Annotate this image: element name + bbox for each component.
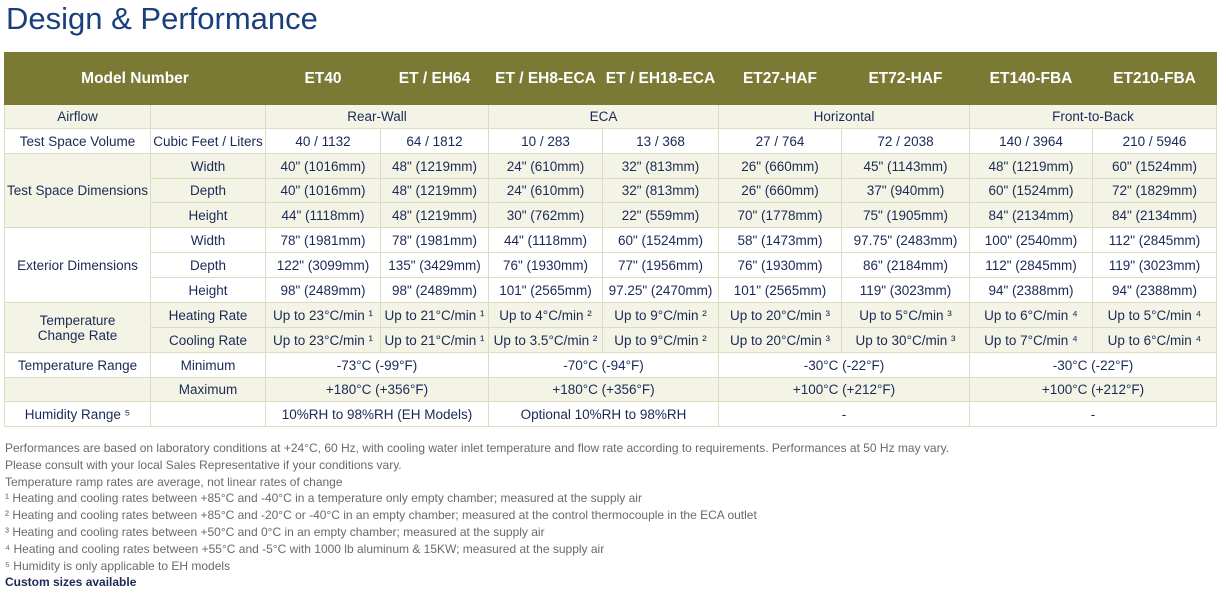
table-cell: Up to 9°C/min ²: [603, 303, 719, 328]
table-cell: +180°C (+356°F): [266, 378, 489, 402]
table-cell: 24" (610mm): [489, 179, 603, 203]
table-cell: 112" (2845mm): [1093, 228, 1217, 253]
note-line: ² Heating and cooling rates between +85°C and -20°C or -40°C in an empty chamber; measured at the control thermocouple in the ECA outlet: [5, 508, 757, 523]
table-cell: 94" (2388mm): [970, 278, 1093, 303]
ext-depth-row: [5, 253, 1217, 278]
table-cell: Horizontal: [719, 105, 970, 129]
table-cell: Up to 23°C/min ¹: [266, 303, 381, 328]
table-cell: 60" (1524mm): [1093, 154, 1217, 179]
table-cell: Up to 21°C/min ¹: [381, 328, 489, 353]
table-cell: 10%RH to 98%RH (EH Models): [266, 402, 489, 427]
table-cell: 44" (1118mm): [489, 228, 603, 253]
table-cell: Up to 30°C/min ³: [842, 328, 970, 353]
table-cell: Up to 4°C/min ²: [489, 303, 603, 328]
heating-rate-row: [5, 303, 1217, 328]
humidity-row: [5, 402, 1217, 427]
table-cell: 70" (1778mm): [719, 203, 842, 228]
volume-row: [5, 129, 1217, 154]
row-sublabel: Depth: [151, 179, 266, 203]
table-cell: 101" (2565mm): [719, 278, 842, 303]
note-line: ¹ Heating and cooling rates between +85°C and -40°C in a temperature only empty chamber; measured at the supply air: [5, 491, 642, 506]
table-cell: 60" (1524mm): [603, 228, 719, 253]
table-cell: 122" (3099mm): [266, 253, 381, 278]
row-label-line: Temperature: [39, 312, 116, 328]
model-header: ET40: [266, 53, 381, 105]
table-cell: 97.25" (2470mm): [603, 278, 719, 303]
table-cell: 72" (1829mm): [1093, 179, 1217, 203]
table-cell: 48" (1219mm): [381, 154, 489, 179]
table-cell: 10 / 283: [489, 129, 603, 154]
table-cell: Up to 6°C/min ⁴: [1093, 328, 1217, 353]
row-label: Test Space Volume: [5, 129, 151, 154]
table-cell: 75" (1905mm): [842, 203, 970, 228]
table-cell: 60" (1524mm): [970, 179, 1093, 203]
table-cell: 30" (762mm): [489, 203, 603, 228]
table-cell: 78" (1981mm): [381, 228, 489, 253]
table-cell: 22" (559mm): [603, 203, 719, 228]
model-number-header: Model Number: [5, 53, 266, 105]
table-cell: 100" (2540mm): [970, 228, 1093, 253]
table-cell: -30°C (-22°F): [970, 353, 1217, 378]
table-cell: -70°C (-94°F): [489, 353, 719, 378]
note-line: Please consult with your local Sales Representative if your conditions vary.: [5, 457, 402, 472]
table-cell: 72 / 2038: [842, 129, 970, 154]
footnotes: [5, 440, 949, 591]
table-cell: 210 / 5946: [1093, 129, 1217, 154]
model-header: ET27-HAF: [719, 53, 842, 105]
table-cell: 40 / 1132: [266, 129, 381, 154]
table-cell: 84" (2134mm): [970, 203, 1093, 228]
table-cell: 13 / 368: [603, 129, 719, 154]
test-width-row: [5, 154, 1217, 179]
table-cell: 64 / 1812: [381, 129, 489, 154]
empty-cell: [5, 378, 151, 402]
row-label: [5, 303, 151, 353]
row-label: Humidity Range ⁵: [5, 402, 151, 427]
row-label: Airflow: [5, 105, 151, 129]
table-cell: 32" (813mm): [603, 179, 719, 203]
table-cell: 77" (1956mm): [603, 253, 719, 278]
table-cell: Up to 21°C/min ¹: [381, 303, 489, 328]
table-cell: 84" (2134mm): [1093, 203, 1217, 228]
table-cell: 48" (1219mm): [381, 203, 489, 228]
note-line: Performances are based on laboratory conditions at +24°C, 60 Hz, with cooling water inlet temperature and flow rate according to requirements. Performances at 50 Hz may vary.: [5, 441, 950, 455]
empty-cell: [151, 402, 266, 427]
temp-max-row: [5, 378, 1217, 402]
ext-width-row: [5, 228, 1217, 253]
table-cell: -73°C (-99°F): [266, 353, 489, 378]
airflow-row: [5, 105, 1217, 129]
note-line: ³ Heating and cooling rates between +50°C and 0°C in an empty chamber; measured at the supply air: [5, 524, 545, 539]
table-cell: 40" (1016mm): [266, 179, 381, 203]
table-cell: Up to 5°C/min ³: [842, 303, 970, 328]
row-label: Temperature Range: [5, 353, 151, 378]
model-header: ET / EH18-ECA: [603, 53, 719, 105]
model-header: ET72-HAF: [842, 53, 970, 105]
model-header: ET / EH8-ECA: [489, 53, 603, 105]
table-cell: 45" (1143mm): [842, 154, 970, 179]
table-cell: Up to 3.5°C/min ²: [489, 328, 603, 353]
table-cell: -: [719, 402, 970, 427]
ext-height-row: [5, 278, 1217, 303]
table-cell: 48" (1219mm): [970, 154, 1093, 179]
row-sublabel: Depth: [151, 253, 266, 278]
model-header: ET / EH64: [381, 53, 489, 105]
table-cell: 26" (660mm): [719, 154, 842, 179]
table-cell: 40" (1016mm): [266, 154, 381, 179]
page-title: Design & Performance: [6, 1, 318, 36]
table-cell: 24" (610mm): [489, 154, 603, 179]
row-sublabel: Cubic Feet / Liters: [151, 129, 266, 154]
temp-min-row: [5, 353, 1217, 378]
row-sublabel: Width: [151, 154, 266, 179]
table-cell: 48" (1219mm): [381, 179, 489, 203]
table-cell: Up to 20°C/min ³: [719, 328, 842, 353]
table-cell: 37" (940mm): [842, 179, 970, 203]
row-sublabel: Height: [151, 203, 266, 228]
table-cell: -: [970, 402, 1217, 427]
table-cell: +100°C (+212°F): [719, 378, 970, 402]
table-cell: Rear-Wall: [266, 105, 489, 129]
table-cell: Up to 6°C/min ⁴: [970, 303, 1093, 328]
table-cell: Up to 5°C/min ⁴: [1093, 303, 1217, 328]
table-cell: Up to 20°C/min ³: [719, 303, 842, 328]
row-label-line: Change Rate: [37, 327, 118, 343]
row-sublabel: Heating Rate: [151, 303, 266, 328]
table-cell: 86" (2184mm): [842, 253, 970, 278]
table-cell: 26" (660mm): [719, 179, 842, 203]
table-cell: Front-to-Back: [970, 105, 1217, 129]
row-sublabel: Height: [151, 278, 266, 303]
table-cell: 140 / 3964: [970, 129, 1093, 154]
note-line: ⁵ Humidity is only applicable to EH models: [5, 558, 231, 573]
table-cell: Optional 10%RH to 98%RH: [489, 402, 719, 427]
row-sublabel: Width: [151, 228, 266, 253]
table-cell: Up to 9°C/min ²: [603, 328, 719, 353]
table-cell: -30°C (-22°F): [719, 353, 970, 378]
table-cell: 98" (2489mm): [266, 278, 381, 303]
test-height-row: [5, 203, 1217, 228]
test-depth-row: [5, 179, 1217, 203]
model-header: ET140-FBA: [970, 53, 1093, 105]
table-cell: 44" (1118mm): [266, 203, 381, 228]
table-cell: 58" (1473mm): [719, 228, 842, 253]
table-cell: 32" (813mm): [603, 154, 719, 179]
table-cell: 94" (2388mm): [1093, 278, 1217, 303]
row-sublabel: Maximum: [151, 378, 266, 402]
table-cell: 27 / 764: [719, 129, 842, 154]
spec-table: [4, 52, 1217, 427]
note-line: ⁴ Heating and cooling rates between +55°C and -5°C with 1000 lb aluminum & 15KW; measured at the supply air: [5, 541, 605, 556]
table-cell: +180°C (+356°F): [489, 378, 719, 402]
table-cell: ECA: [489, 105, 719, 129]
table-cell: 101" (2565mm): [489, 278, 603, 303]
table-cell: 112" (2845mm): [970, 253, 1093, 278]
row-label: Exterior Dimensions: [5, 228, 151, 303]
table-cell: 78" (1981mm): [266, 228, 381, 253]
note-line: Temperature ramp rates are average, not linear rates of change: [5, 474, 343, 489]
table-cell: 97.75" (2483mm): [842, 228, 970, 253]
row-sublabel: Cooling Rate: [151, 328, 266, 353]
row-label: Test Space Dimensions: [5, 154, 151, 228]
cooling-rate-row: [5, 328, 1217, 353]
table-cell: 76" (1930mm): [489, 253, 603, 278]
table-cell: 119" (3023mm): [842, 278, 970, 303]
table-cell: Up to 7°C/min ⁴: [970, 328, 1093, 353]
table-cell: 98" (2489mm): [381, 278, 489, 303]
table-cell: Up to 23°C/min ¹: [266, 328, 381, 353]
table-cell: 119" (3023mm): [1093, 253, 1217, 278]
table-cell: 135" (3429mm): [381, 253, 489, 278]
empty-cell: [151, 105, 266, 129]
table-cell: +100°C (+212°F): [970, 378, 1217, 402]
model-header: ET210-FBA: [1093, 53, 1217, 105]
custom-sizes-note: Custom sizes available: [5, 575, 137, 590]
table-cell: 76" (1930mm): [719, 253, 842, 278]
row-sublabel: Minimum: [151, 353, 266, 378]
header-row: [5, 53, 1217, 105]
